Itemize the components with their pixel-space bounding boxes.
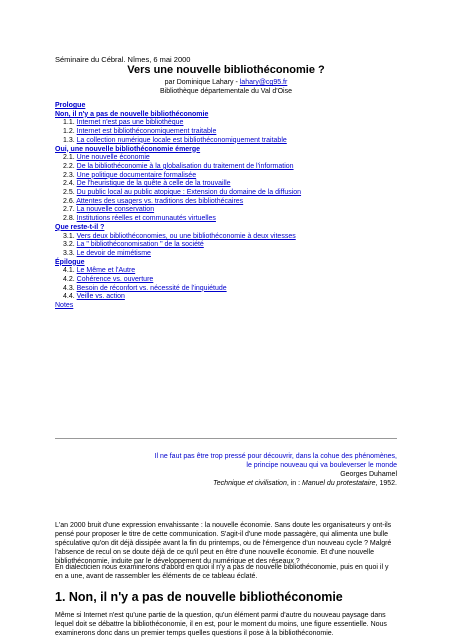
toc-subitem: [55, 276, 415, 285]
toc-number: 3.3.: [63, 249, 75, 257]
toc-number: 3.2.: [63, 241, 75, 249]
toc-section: [55, 111, 415, 120]
toc-number: 2.1.: [63, 154, 75, 162]
epigraph-source-book: Manuel du protestataire: [302, 480, 376, 487]
epigraph-source-title: Technique et civilisation: [213, 480, 287, 487]
toc-link[interactable]: Vers deux bibliothéconomies, ou une bibliothéconomie à deux vitesses: [76, 232, 296, 240]
toc-subitem: [55, 128, 415, 137]
toc-number: 1.3.: [63, 136, 75, 144]
toc-number: 3.1.: [63, 232, 75, 240]
toc-section-link[interactable]: Oui, une nouvelle bibliothéconomie émerge: [55, 145, 201, 153]
toc-link[interactable]: Attentes des usagers vs. traditions des bibliothécaires: [76, 197, 244, 205]
toc-link[interactable]: De la bibliothéconomie à la globalisation du traitement de l'information: [76, 162, 294, 170]
toc-section: [55, 146, 415, 155]
toc-section: [55, 302, 415, 311]
seminar-line: Séminaire du Cébral. Nîmes, 6 mai 2000: [55, 55, 191, 64]
toc-link[interactable]: Cohérence vs. ouverture: [76, 276, 154, 284]
toc-section: [55, 259, 415, 268]
page-title: Vers une nouvelle bibliothéconomie ?: [127, 64, 325, 76]
toc-link[interactable]: Le Même et l'Autre: [76, 267, 136, 275]
toc-number: 2.5.: [63, 189, 75, 197]
toc-number: 2.7.: [63, 206, 75, 214]
paragraph-section-1: Même si Internet n'est qu'une partie de la question, qu'un élément parmi d'autre du nouveau paysage dans lequel doit se débattre la bibliothéconomie, il en est, pour le moment du moins, une figure essentielle. Nous examinerons donc dans un premier temps quelles questions il pose à la bibliothéconomie.: [55, 612, 387, 637]
toc-link[interactable]: Besoin de réconfort vs. nécessité de l'inquiétude: [76, 284, 227, 292]
toc-subitem: [55, 293, 415, 302]
toc-number: 1.2.: [63, 128, 75, 136]
toc-link[interactable]: Veille vs. action: [76, 293, 125, 301]
toc-link[interactable]: La collection numérique locale est bibliothéconomiquement traitable: [76, 136, 287, 144]
toc-link[interactable]: La " bibliothéconomisation " de la société: [76, 241, 204, 249]
toc-link[interactable]: Le devoir de mimétisme: [76, 249, 151, 257]
epigraph-source-in: , in :: [286, 480, 303, 487]
toc-subitem: [55, 241, 415, 250]
toc-section: [55, 224, 415, 233]
toc-link[interactable]: Internet est bibliothéconomiquement traitable: [76, 128, 217, 136]
epigraph-quote-line-1: Il ne faut pas être trop pressé pour découvrir, dans la cohue des phénomènes,: [154, 453, 397, 460]
toc-number: 2.2.: [63, 162, 75, 170]
toc-subitem: [55, 163, 415, 172]
toc-subitem: [55, 172, 415, 181]
toc-subitem: [55, 250, 415, 259]
toc-notes-link[interactable]: Notes: [55, 302, 74, 310]
epigraph-source: [97, 479, 397, 488]
toc-subitem: [55, 137, 415, 146]
epigraph-quote-line-2: le principe nouveau qui va bouleverser le monde: [246, 462, 397, 469]
toc-number: 2.3.: [63, 171, 75, 179]
toc-number: 2.6.: [63, 197, 75, 205]
epigraph-author: Georges Duhamel: [340, 471, 397, 478]
toc-section-link[interactable]: Non, il n'y a pas de nouvelle bibliothéconomie: [55, 110, 209, 118]
toc-number: 2.4.: [63, 180, 75, 188]
epigraph: [97, 452, 397, 488]
toc-section-link[interactable]: Prologue: [55, 102, 86, 109]
toc-subitem: [55, 154, 415, 163]
toc-subitem: [55, 285, 415, 294]
section-heading-1: 1. Non, il n'y a pas de nouvelle bibliothéconomie: [55, 590, 343, 604]
toc-subitem: [55, 180, 415, 189]
toc-subitem: [55, 189, 415, 198]
paragraph-intro: L'an 2000 bruit d'une expression envahissante : la nouvelle économie. Sans doute les organisateurs y ont-ils pensé pour proposer le titre de cette communication. S'agit-il d'une mode passagère, qui alimenta une bulle spéculative qu'on dit déjà dissipée avant la fin du printemps, ou de l'émergence d'un nouveau cycle ? Malgré l'absence de recul on se doute déjà de ce qu'il peut en être d'une nouvelle économie. Et d'une nouvelle bibliothéconomie, induite par le développement du numérique et des réseaux ?: [55, 522, 392, 565]
divider: [55, 438, 397, 439]
toc-number: 4.2.: [63, 276, 75, 284]
toc-subitem: [55, 267, 415, 276]
author-line: [0, 79, 452, 86]
toc-link[interactable]: Une politique documentaire formalisée: [76, 171, 197, 179]
toc-link[interactable]: Internet n'est pas une bibliothèque: [76, 119, 184, 127]
epigraph-source-year: , 1952.: [375, 480, 397, 487]
toc-subitem: [55, 198, 415, 207]
toc-subitem: [55, 206, 415, 215]
toc-section: [55, 102, 415, 111]
toc-link[interactable]: Une nouvelle économie: [76, 154, 150, 162]
toc-link[interactable]: La nouvelle conservation: [76, 206, 155, 214]
toc-link[interactable]: De l'heuristique de la quête à celle de la trouvaille: [76, 180, 231, 188]
toc-number: 1.1.: [63, 119, 75, 127]
author-email-link[interactable]: lahary@cg95.fr: [239, 79, 288, 86]
author-name: par Dominique Lahary -: [164, 79, 240, 86]
toc-subitem: [55, 233, 415, 242]
toc-number: 4.4.: [63, 293, 75, 301]
library-line: Bibliothèque départementale du Val d'Oise: [160, 88, 292, 95]
toc-link[interactable]: Institutions réelles et communautés virtuelles: [76, 215, 216, 223]
toc-section-link[interactable]: Épilogue: [55, 258, 85, 266]
toc-link[interactable]: Du public local au public atopique : Extension du domaine de la diffusion: [76, 189, 302, 197]
table-of-contents: [55, 102, 415, 311]
toc-number: 4.1.: [63, 267, 75, 275]
toc-subitem: [55, 119, 415, 128]
paragraph-plan: En dialecticien nous examinerons d'abord en quoi il n'y a pas de nouvelle bibliothéconomie, puis en quoi il y en a une, avant de rassembler les éléments de ce tableau éclaté.: [55, 564, 389, 580]
toc-subitem: [55, 215, 415, 224]
toc-number: 4.3.: [63, 284, 75, 292]
toc-number: 2.8.: [63, 215, 75, 223]
toc-section-link[interactable]: Que reste-t-il ?: [55, 223, 105, 231]
